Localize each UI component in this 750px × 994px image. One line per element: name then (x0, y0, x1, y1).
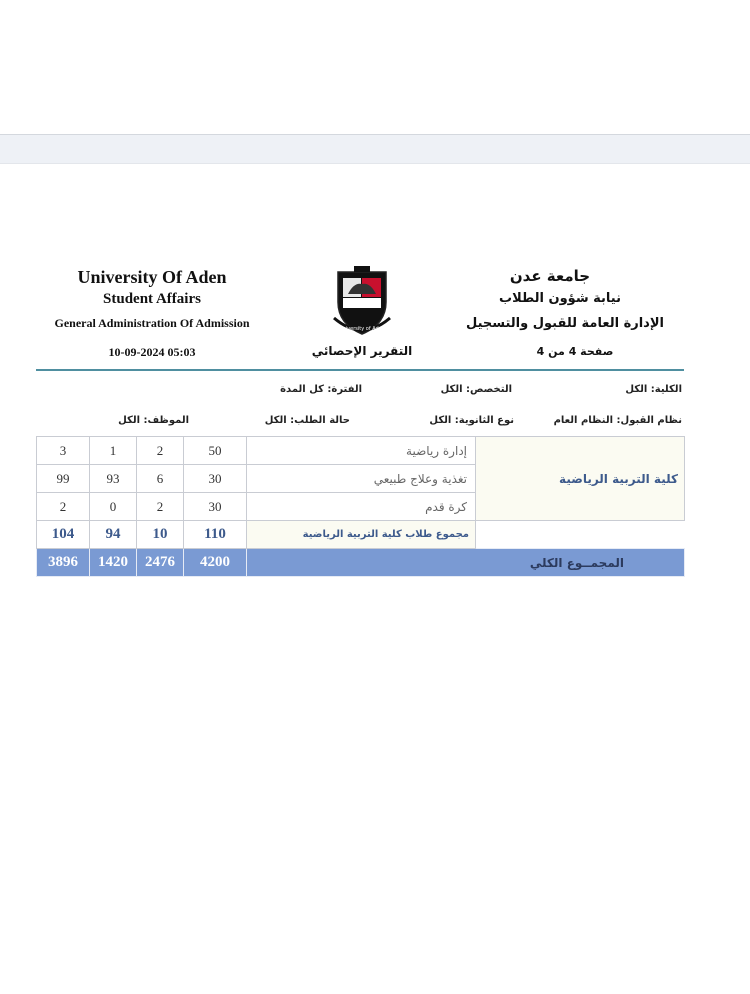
report-title: التقرير الإحصائي (311, 344, 413, 358)
subtotal-value: 104 (37, 521, 90, 549)
empty-cell (476, 521, 685, 549)
report-datetime: 10-09-2024 05:03 (108, 345, 196, 359)
cell-value: 50 (184, 437, 247, 465)
cell-value: 30 (184, 465, 247, 493)
filter-specialization: التخصص: الكل (440, 384, 512, 395)
admission-admin-ar: الإدارة العامة للقبول والتسجيل (465, 316, 664, 331)
major-name: إدارة رياضية (247, 437, 476, 465)
cell-value: 2 (137, 493, 184, 521)
toolbar-strip (0, 134, 750, 164)
statistics-table (36, 436, 685, 577)
university-seal-logo (330, 264, 394, 336)
cell-value: 99 (37, 465, 90, 493)
total-value: 2476 (137, 549, 184, 577)
total-value: 1420 (90, 549, 137, 577)
filter-period: الفترة: كل المدة (280, 384, 362, 395)
grand-total-row (37, 549, 685, 577)
cell-value: 3 (37, 437, 90, 465)
college-name: كلية التربية الرياضية (476, 437, 685, 521)
filter-request-status: حالة الطلب: الكل (264, 415, 350, 426)
header-divider (36, 369, 684, 371)
grand-total-label: المجمــوع الكلي (247, 549, 685, 577)
page-number: صفحة 4 من 4 (536, 345, 614, 358)
filter-employee: الموظف: الكل (118, 415, 189, 426)
subtotal-value: 94 (90, 521, 137, 549)
university-name-en: University Of Aden (77, 267, 227, 287)
subtotal-row (37, 521, 685, 549)
cell-value: 93 (90, 465, 137, 493)
major-name: تغذية وعلاج طبيعي (247, 465, 476, 493)
major-name: كرة قدم (247, 493, 476, 521)
admission-admin-en: General Administration Of Admission (54, 316, 250, 330)
subtotal-value: 110 (184, 521, 247, 549)
cell-value: 1 (90, 437, 137, 465)
student-affairs-ar: نيابة شؤون الطلاب (499, 291, 621, 306)
cell-value: 2 (37, 493, 90, 521)
cell-value: 30 (184, 493, 247, 521)
filter-secondary-type: نوع الثانوية: الكل (429, 415, 514, 426)
university-name-ar: جامعة عدن (509, 267, 591, 285)
subtotal-value: 10 (137, 521, 184, 549)
top-blank-area (0, 0, 750, 134)
filter-college: الكلية: الكل (625, 384, 682, 395)
student-affairs-en: Student Affairs (103, 291, 201, 307)
logo-text: University of Aden (339, 326, 385, 332)
subtotal-label: مجموع طلاب كلية التربية الرياضية (247, 521, 476, 549)
cell-value: 6 (137, 465, 184, 493)
table-row (37, 437, 685, 465)
cell-value: 2 (137, 437, 184, 465)
total-value: 4200 (184, 549, 247, 577)
cell-value: 0 (90, 493, 137, 521)
filter-admission-system: نظام القبول: النظام العام (553, 415, 682, 426)
total-value: 3896 (37, 549, 90, 577)
